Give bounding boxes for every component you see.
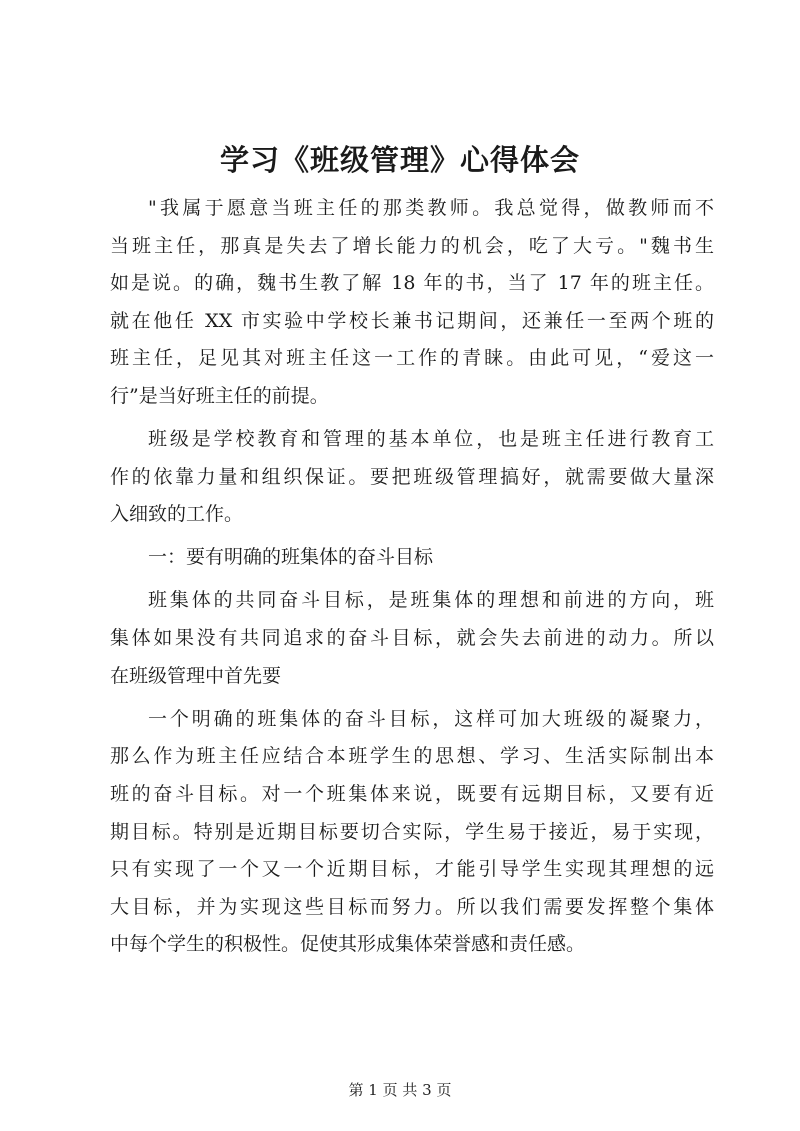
document-body (110, 190, 714, 964)
paragraph-line: 集体如果没有共同追求的奋斗目标，就会失去前进的动力。所以 (110, 627, 714, 650)
paragraph-line: 期目标。特别是近期目标要切合实际，学生易于接近，易于实现， (110, 820, 714, 843)
paragraph-line: 作的依靠力量和组织保证。要把班级管理搞好，就需要做大量深 (110, 465, 714, 488)
paragraph-line: 班的奋斗目标。对一个班集体来说，既要有远期目标，又要有近 (110, 782, 714, 805)
paragraph-line: 如是说。的确，魏书生教了解 18 年的书，当了 17 年的班主任。 (110, 272, 714, 295)
paragraph-line: 当班主任，那真是失去了增长能力的机会，吃了大亏。"魏书生 (110, 234, 714, 257)
paragraph-line: 一个明确的班集体的奋斗目标，这样可加大班级的凝聚力， (148, 707, 714, 730)
paragraph-line: 班主任，足见其对班主任这一工作的青睐。由此可见，“爱这一 (110, 347, 714, 370)
paragraph-line: 只有实现了一个又一个近期目标，才能引导学生实现其理想的远 (110, 858, 714, 881)
paragraph-line: 班集体的共同奋斗目标，是班集体的理想和前进的方向，班 (148, 589, 714, 612)
paragraph-line: 班级是学校教育和管理的基本单位，也是班主任进行教育工 (148, 428, 714, 451)
page-number-footer: 第 1 页 共 3 页 (348, 1081, 452, 1099)
paragraph-line: 那么作为班主任应结合本班学生的思想、学习、生活实际制出本 (110, 745, 714, 768)
paragraph-line: 大目标，并为实现这些目标而努力。所以我们需要发挥整个集体 (110, 895, 714, 918)
paragraph-line: 入细致的工作。 (110, 503, 244, 526)
paragraph-line: 行”是当好班主任的前提。 (110, 384, 329, 407)
paragraph-line: "我属于愿意当班主任的那类教师。我总觉得，做教师而不 (148, 197, 714, 219)
document-title: 学习《班级管理》心得体会 (219, 143, 580, 177)
paragraph-line: 在班级管理中首先要 (110, 664, 282, 687)
paragraph-line: 就在他任 XX 市实验中学校长兼书记期间，还兼任一至两个班的 (110, 309, 714, 332)
paragraph-line: 一：要有明确的班集体的奋斗目标 (148, 546, 434, 569)
paragraph-line: 中每个学生的积极性。促使其形成集体荣誉感和责任感。 (110, 933, 586, 956)
